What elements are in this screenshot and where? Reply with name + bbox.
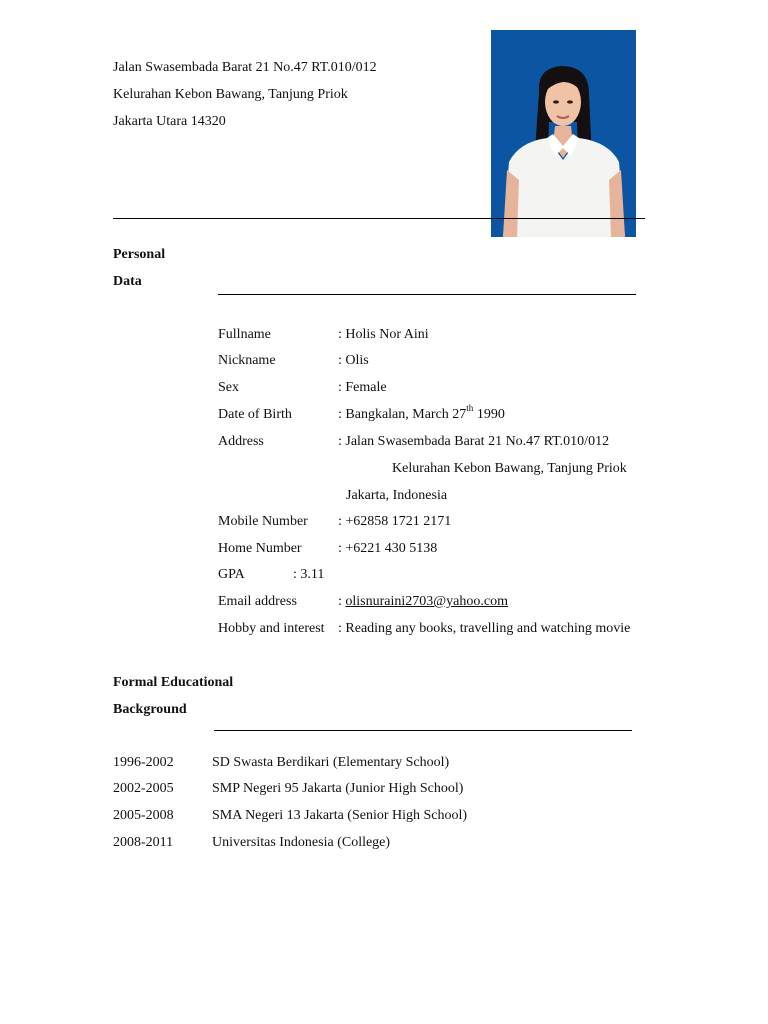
education-years: 2002-2005	[113, 781, 174, 796]
mobile-value: : +62858 1721 2171	[338, 514, 452, 529]
hobby-value: : Reading any books, travelling and watching movie	[338, 621, 631, 636]
education-school: SD Swasta Berdikari (Elementary School)	[212, 755, 450, 770]
personal-divider	[218, 294, 636, 295]
email-label: Email address	[218, 594, 297, 609]
address-value: : Jalan Swasembada Barat 21 No.47 RT.010/012	[338, 434, 610, 449]
mobile-label: Mobile Number	[218, 514, 308, 529]
header-divider	[113, 218, 645, 219]
hobby-label: Hobby and interest	[218, 621, 325, 636]
nickname-label: Nickname	[218, 353, 276, 368]
fullname-label: Fullname	[218, 327, 271, 342]
portrait-illustration	[491, 30, 636, 237]
dob-value	[338, 403, 505, 423]
education-school: SMA Negeri 13 Jakarta (Senior High School)	[212, 808, 468, 823]
address-line-1: Jalan Swasembada Barat 21 No.47 RT.010/012	[113, 60, 377, 75]
sex-value: : Female	[338, 380, 387, 395]
dob-value-sup: th	[466, 403, 474, 414]
education-school: Universitas Indonesia (College)	[212, 835, 391, 850]
nickname-value: : Olis	[338, 353, 369, 368]
personal-heading-line-1: Personal	[113, 247, 166, 262]
email-colon: :	[338, 594, 346, 609]
gpa-value: : 3.11	[293, 567, 325, 582]
dob-value-prefix: : Bangkalan, March 27	[338, 407, 467, 422]
address-line-2: Kelurahan Kebon Bawang, Tanjung Priok	[113, 87, 348, 102]
profile-photo	[491, 30, 636, 237]
education-years: 1996-2002	[113, 755, 174, 770]
education-school: SMP Negeri 95 Jakarta (Junior High School)	[212, 781, 464, 796]
email-value-wrap	[338, 594, 508, 610]
sex-label: Sex	[218, 380, 239, 395]
address-value-line-3: Jakarta, Indonesia	[346, 488, 448, 503]
education-heading-line-1: Formal Educational	[113, 675, 234, 690]
education-heading-line-2: Background	[113, 702, 187, 717]
education-years: 2005-2008	[113, 808, 174, 823]
address-value-line-2: Kelurahan Kebon Bawang, Tanjung Priok	[392, 461, 627, 476]
address-line-3: Jakarta Utara 14320	[113, 114, 226, 129]
personal-heading-line-2: Data	[113, 274, 142, 289]
dob-value-suffix: 1990	[473, 407, 505, 422]
education-divider	[214, 730, 632, 731]
dob-label: Date of Birth	[218, 407, 292, 422]
education-years: 2008-2011	[113, 835, 174, 850]
home-value: : +6221 430 5138	[338, 541, 438, 556]
gpa-label: GPA	[218, 567, 245, 582]
address-label: Address	[218, 434, 264, 449]
home-label: Home Number	[218, 541, 302, 556]
email-link[interactable]: olisnuraini2703@yahoo.com	[345, 594, 508, 609]
fullname-value: : Holis Nor Aini	[338, 327, 429, 342]
